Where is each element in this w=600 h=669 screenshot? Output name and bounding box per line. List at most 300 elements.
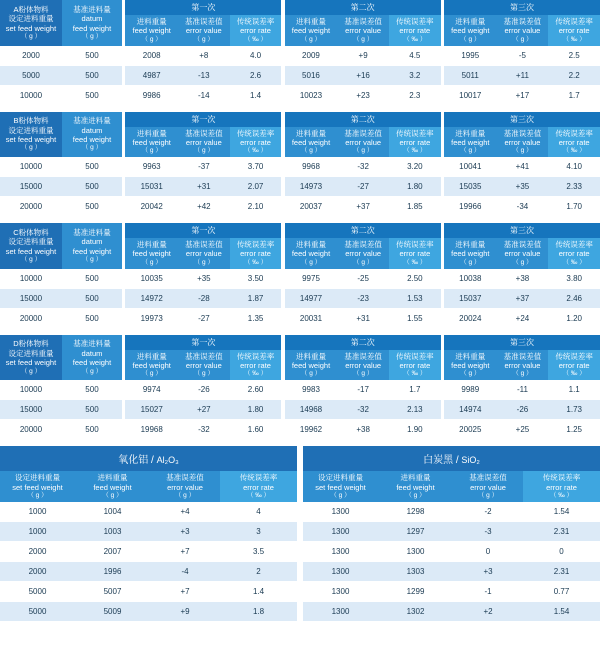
col-header-zh: 传统误差率 bbox=[396, 128, 434, 138]
col-header-zh: 进料重量 bbox=[296, 240, 326, 250]
cell-value: -11 bbox=[497, 380, 549, 400]
cell-value: 14977 bbox=[285, 288, 337, 308]
cell-value: -32 bbox=[337, 400, 389, 420]
material-title bbox=[303, 446, 600, 471]
table-row bbox=[0, 581, 297, 601]
cell-value: 14968 bbox=[285, 400, 337, 420]
corner-unit: （ g ） bbox=[20, 32, 42, 40]
cell-value: 3.2 bbox=[389, 65, 441, 85]
col-header-unit: （ g ） bbox=[300, 258, 322, 266]
corner-line3: set feed weight bbox=[5, 23, 57, 33]
col-header-unit: （ g ） bbox=[460, 370, 481, 378]
cell-value: 2.46 bbox=[548, 288, 600, 308]
col-header-unit: （ g ） bbox=[193, 370, 214, 378]
material-block-2 bbox=[303, 446, 600, 622]
material-col-header-zh: 传统误差率 bbox=[542, 473, 581, 483]
col-header-unit: （ g ） bbox=[353, 370, 374, 378]
datum-line3: feed weight bbox=[72, 246, 112, 256]
corner-line3: set feed weight bbox=[5, 135, 57, 145]
col-header-en: error value bbox=[345, 249, 382, 259]
cell-value: 20037 bbox=[285, 197, 337, 217]
corner-unit: （ g ） bbox=[20, 144, 42, 152]
group-header-3: 第三次 bbox=[444, 335, 600, 350]
col-header-unit: （ g ） bbox=[352, 35, 374, 43]
col-header-1-2 bbox=[178, 238, 230, 269]
col-header-3-2 bbox=[496, 15, 548, 46]
cell-value: 15037 bbox=[444, 288, 496, 308]
cell-value: 9974 bbox=[125, 380, 177, 400]
col-header-en: feed weight bbox=[132, 137, 171, 147]
col-header-1-3 bbox=[230, 127, 282, 158]
cell-value: 14974 bbox=[444, 400, 496, 420]
cell-datum-feed-weight: 500 bbox=[62, 400, 122, 420]
col-header-unit: （ g ） bbox=[193, 258, 214, 266]
cell-value: 2000 bbox=[0, 541, 75, 561]
cell-value: 3.20 bbox=[389, 157, 441, 177]
col-header-zh: 传统误差率 bbox=[236, 128, 275, 138]
group-header-2: 第二次 bbox=[285, 112, 441, 127]
material-col-header-unit: （ g ） bbox=[174, 491, 196, 499]
col-header-unit: （ ‰ ） bbox=[403, 258, 427, 266]
cell-value: 1004 bbox=[75, 502, 150, 522]
col-header-unit: （ g ） bbox=[512, 370, 533, 378]
col-header-zh: 基准误差值 bbox=[185, 128, 223, 138]
cell-set-feed-weight: 10000 bbox=[0, 157, 62, 177]
cell-value: 5011 bbox=[444, 65, 496, 85]
col-header-1-3 bbox=[230, 238, 282, 269]
col-header-en: error rate bbox=[399, 137, 431, 147]
material-col-header-en: error value bbox=[470, 482, 506, 492]
col-header-2-3 bbox=[389, 238, 441, 269]
col-header-en: error rate bbox=[240, 137, 271, 147]
cell-value: 2.50 bbox=[389, 269, 441, 289]
cell-value: -26 bbox=[178, 380, 230, 400]
col-header-unit: （ g ） bbox=[300, 35, 322, 43]
cell-value: 9986 bbox=[125, 85, 177, 105]
material-block-1 bbox=[0, 446, 297, 622]
cell-value: 1.25 bbox=[548, 420, 600, 440]
cell-value: 4.10 bbox=[548, 157, 600, 177]
col-header-zh: 进料重量 bbox=[295, 17, 326, 26]
material-col-header-unit: （ g ） bbox=[405, 491, 426, 499]
cell-value: 1300 bbox=[303, 561, 378, 581]
cell-value: +35 bbox=[178, 269, 230, 289]
col-header-zh: 基准误差值 bbox=[344, 128, 382, 138]
col-header-unit: （ g ） bbox=[193, 35, 214, 43]
cell-value: 1000 bbox=[0, 521, 75, 541]
col-header-en: feed weight bbox=[451, 26, 490, 36]
cell-value: 3 bbox=[220, 521, 297, 541]
col-header-zh: 进料重量 bbox=[136, 17, 167, 26]
group-header-1: 第一次 bbox=[125, 0, 281, 15]
material-col-header-2 bbox=[75, 471, 150, 502]
col-header-zh: 进料重量 bbox=[136, 240, 167, 250]
table-row bbox=[303, 561, 600, 581]
cell-value: +38 bbox=[337, 420, 389, 440]
col-header-2-1 bbox=[285, 350, 337, 381]
cell-value: +8 bbox=[178, 46, 230, 66]
cell-value: +7 bbox=[150, 541, 220, 561]
col-header-unit: （ g ） bbox=[141, 147, 162, 155]
datum-line1: 基准进料量 bbox=[73, 227, 111, 237]
cell-value: 1.7 bbox=[389, 380, 441, 400]
corner-unit: （ g ） bbox=[20, 256, 42, 264]
cell-value: 19968 bbox=[125, 420, 177, 440]
cell-set-feed-weight: 10000 bbox=[0, 269, 62, 289]
material-col-header-zh: 基准误差值 bbox=[166, 473, 204, 483]
col-header-unit: （ g ） bbox=[512, 147, 533, 155]
col-header-en: error value bbox=[345, 137, 382, 147]
cell-value: -27 bbox=[178, 308, 230, 328]
cell-value: 1300 bbox=[303, 541, 378, 561]
cell-value: 10023 bbox=[285, 85, 337, 105]
col-header-2-3 bbox=[389, 15, 441, 46]
cell-set-feed-weight: 20000 bbox=[0, 420, 62, 440]
cell-value: 0 bbox=[453, 541, 523, 561]
table-block-B bbox=[0, 112, 600, 218]
col-header-unit: （ g ） bbox=[141, 370, 162, 378]
col-header-en: error rate bbox=[399, 26, 431, 36]
col-header-zh: 传统误差率 bbox=[555, 128, 593, 138]
datum-line2: datum bbox=[81, 237, 103, 247]
table-block-C bbox=[0, 223, 600, 329]
cell-value: 19973 bbox=[125, 308, 177, 328]
cell-value: +35 bbox=[497, 177, 549, 197]
group-header-2: 第二次 bbox=[285, 223, 441, 238]
col-header-2-2 bbox=[337, 127, 389, 158]
col-header-zh: 基准误差值 bbox=[344, 17, 382, 26]
col-header-en: feed weight bbox=[291, 137, 331, 147]
col-header-zh: 传统误差率 bbox=[396, 351, 434, 361]
cell-value: 9975 bbox=[285, 269, 337, 289]
table-row bbox=[0, 541, 297, 561]
col-header-zh: 基准误差值 bbox=[344, 351, 382, 361]
cell-value: 5007 bbox=[75, 581, 150, 601]
cell-datum-feed-weight: 500 bbox=[62, 380, 122, 400]
material-title-zh: 氧化铝 bbox=[118, 455, 149, 467]
table-row bbox=[0, 157, 600, 177]
col-header-en: error value bbox=[345, 26, 382, 36]
col-header-1-3 bbox=[230, 350, 282, 381]
col-header-unit: （ ‰ ） bbox=[403, 35, 427, 43]
cell-value: +25 bbox=[497, 420, 549, 440]
corner-header-A bbox=[0, 0, 62, 46]
cell-value: 10041 bbox=[444, 157, 496, 177]
cell-value: 1300 bbox=[303, 581, 378, 601]
material-title-zh: 白炭黑 bbox=[423, 455, 454, 467]
material-col-header-zh: 设定进料重量 bbox=[15, 473, 60, 483]
cell-value: 1.54 bbox=[523, 502, 600, 522]
cell-value: 2.5 bbox=[548, 46, 600, 66]
col-header-en: error value bbox=[504, 249, 541, 259]
col-header-2-1 bbox=[285, 238, 337, 269]
table-row bbox=[303, 502, 600, 522]
col-header-en: feed weight bbox=[291, 249, 331, 259]
cell-value: 2008 bbox=[125, 46, 177, 66]
col-header-unit: （ g ） bbox=[353, 258, 374, 266]
table-row bbox=[0, 601, 297, 621]
cell-value: 2.60 bbox=[230, 380, 282, 400]
cell-value: -25 bbox=[337, 269, 389, 289]
col-header-zh: 传统误差率 bbox=[555, 351, 593, 361]
cell-datum-feed-weight: 500 bbox=[62, 65, 122, 85]
corner-header-C bbox=[0, 223, 62, 269]
datum-header-B bbox=[62, 112, 122, 158]
cell-value: +38 bbox=[497, 269, 549, 289]
material-col-header-en: feed weight bbox=[93, 482, 132, 492]
cell-value: 2.3 bbox=[389, 85, 441, 105]
col-header-en: error rate bbox=[240, 26, 271, 36]
cell-value: -5 bbox=[496, 46, 548, 66]
col-header-unit: （ g ） bbox=[460, 258, 481, 266]
material-col-header-unit: （ ‰ ） bbox=[246, 491, 271, 499]
cell-value: 14973 bbox=[285, 177, 337, 197]
material-col-header-en: feed weight bbox=[396, 482, 435, 492]
cell-value: +31 bbox=[178, 177, 230, 197]
col-header-en: feed weight bbox=[132, 26, 171, 36]
cell-value: +9 bbox=[337, 46, 389, 66]
corner-line2: 设定进料重量 bbox=[8, 125, 54, 135]
col-header-zh: 基准误差值 bbox=[503, 128, 542, 138]
cell-value: 19962 bbox=[285, 420, 337, 440]
datum-header-C bbox=[62, 223, 122, 269]
table-row bbox=[0, 380, 600, 400]
cell-datum-feed-weight: 500 bbox=[62, 269, 122, 289]
material-title-formula: Al₂O₃ bbox=[156, 455, 179, 466]
cell-value: 10038 bbox=[444, 269, 496, 289]
table-block-D bbox=[0, 335, 600, 441]
group-header-2: 第二次 bbox=[285, 0, 441, 15]
col-header-zh: 进料重量 bbox=[455, 351, 486, 361]
table-row bbox=[0, 85, 600, 105]
cell-value: +24 bbox=[497, 308, 549, 328]
corner-line2: 设定进料重量 bbox=[8, 237, 54, 247]
cell-value: +11 bbox=[496, 65, 548, 85]
corner-unit: （ g ） bbox=[20, 367, 42, 375]
data-table-A bbox=[0, 0, 600, 106]
corner-title: C粉体物料 bbox=[13, 227, 49, 237]
cell-value: 1.54 bbox=[523, 601, 600, 621]
material-col-header-3 bbox=[150, 471, 220, 502]
datum-unit: （ g ） bbox=[81, 256, 103, 264]
cell-value: -13 bbox=[178, 65, 230, 85]
cell-value: +37 bbox=[337, 197, 389, 217]
cell-set-feed-weight: 20000 bbox=[0, 197, 62, 217]
cell-value: 10017 bbox=[444, 85, 496, 105]
material-title-sep: / bbox=[453, 455, 462, 467]
table-row bbox=[0, 521, 297, 541]
cell-value: 20024 bbox=[444, 308, 496, 328]
cell-value: 15027 bbox=[125, 400, 177, 420]
material-col-header-en: set feed weight bbox=[12, 482, 63, 492]
col-header-en: error rate bbox=[558, 249, 590, 259]
cell-value: 2.13 bbox=[389, 400, 441, 420]
corner-line3: set feed weight bbox=[5, 358, 57, 368]
material-col-header-1 bbox=[303, 471, 378, 502]
datum-header-D bbox=[62, 335, 122, 381]
cell-value: 1300 bbox=[303, 521, 378, 541]
cell-datum-feed-weight: 500 bbox=[62, 420, 122, 440]
cell-datum-feed-weight: 500 bbox=[62, 308, 122, 328]
datum-unit: （ g ） bbox=[81, 144, 103, 152]
col-header-3-3 bbox=[548, 127, 600, 158]
col-header-3-3 bbox=[548, 350, 600, 381]
material-col-header-en: error value bbox=[167, 482, 203, 492]
cell-value: 1995 bbox=[444, 46, 496, 66]
cell-value: -17 bbox=[337, 380, 389, 400]
table-row bbox=[0, 308, 600, 328]
col-header-unit: （ g ） bbox=[353, 147, 374, 155]
corner-line2: 设定进料重量 bbox=[8, 14, 54, 24]
col-header-zh: 基准误差值 bbox=[344, 240, 382, 250]
col-header-zh: 进料重量 bbox=[296, 128, 326, 138]
cell-value: -32 bbox=[178, 420, 230, 440]
material-col-header-unit: （ g ） bbox=[330, 491, 351, 499]
table-row bbox=[0, 269, 600, 289]
datum-line3: feed weight bbox=[72, 23, 112, 33]
cell-value: 4987 bbox=[125, 65, 177, 85]
col-header-unit: （ ‰ ） bbox=[244, 147, 268, 155]
col-header-zh: 传统误差率 bbox=[236, 17, 275, 26]
cell-value: -3 bbox=[453, 521, 523, 541]
cell-value: 2000 bbox=[0, 561, 75, 581]
cell-value: 5016 bbox=[285, 65, 337, 85]
group-header-3: 第三次 bbox=[444, 112, 600, 127]
cell-value: 20042 bbox=[125, 197, 177, 217]
col-header-3-2 bbox=[497, 238, 549, 269]
cell-value: 1.73 bbox=[548, 400, 600, 420]
col-header-zh: 传统误差率 bbox=[396, 240, 434, 250]
material-col-header-zh: 进料重量 bbox=[400, 473, 431, 483]
cell-value: -27 bbox=[337, 177, 389, 197]
material-col-header-4 bbox=[220, 471, 297, 502]
cell-set-feed-weight: 15000 bbox=[0, 288, 62, 308]
col-header-3-3 bbox=[548, 15, 600, 46]
cell-value: 1.53 bbox=[389, 288, 441, 308]
cell-value: 1.85 bbox=[389, 197, 441, 217]
col-header-unit: （ g ） bbox=[300, 370, 322, 378]
material-col-header-1 bbox=[0, 471, 75, 502]
material-col-header-unit: （ ‰ ） bbox=[549, 491, 574, 499]
col-header-unit: （ g ） bbox=[512, 258, 533, 266]
cell-value: 1000 bbox=[0, 502, 75, 522]
col-header-unit: （ ‰ ） bbox=[562, 35, 586, 43]
material-title-formula: SiO₂ bbox=[461, 455, 480, 466]
table-row bbox=[0, 502, 297, 522]
col-header-2-2 bbox=[337, 238, 389, 269]
col-header-2-2 bbox=[337, 350, 389, 381]
cell-set-feed-weight: 5000 bbox=[0, 65, 62, 85]
col-header-zh: 基准误差值 bbox=[185, 240, 223, 250]
datum-line1: 基准进料量 bbox=[73, 116, 111, 126]
col-header-3-1 bbox=[444, 238, 496, 269]
col-header-zh: 进料重量 bbox=[455, 240, 486, 250]
cell-value: -2 bbox=[453, 502, 523, 522]
col-header-en: feed weight bbox=[291, 26, 331, 36]
table-block-A bbox=[0, 0, 600, 106]
col-header-3-1 bbox=[444, 15, 496, 46]
cell-value: 1297 bbox=[378, 521, 453, 541]
col-header-zh: 进料重量 bbox=[136, 128, 167, 138]
table-row bbox=[0, 288, 600, 308]
col-header-2-2 bbox=[337, 15, 389, 46]
material-col-header-zh: 传统误差率 bbox=[239, 473, 278, 483]
cell-value: 19966 bbox=[444, 197, 496, 217]
col-header-unit: （ ‰ ） bbox=[244, 370, 268, 378]
cell-set-feed-weight: 10000 bbox=[0, 85, 62, 105]
cell-value: 3.5 bbox=[220, 541, 297, 561]
cell-value: +23 bbox=[337, 85, 389, 105]
table-row bbox=[0, 177, 600, 197]
cell-value: 1303 bbox=[378, 561, 453, 581]
cell-value: -32 bbox=[337, 157, 389, 177]
col-header-en: feed weight bbox=[132, 361, 171, 371]
col-header-zh: 基准误差值 bbox=[185, 351, 223, 361]
material-title-sep: / bbox=[148, 455, 157, 467]
material-col-header-unit: （ g ） bbox=[477, 491, 499, 499]
material-col-header-zh: 设定进料重量 bbox=[318, 473, 363, 483]
col-header-1-1 bbox=[125, 350, 177, 381]
cell-value: 1.4 bbox=[230, 85, 282, 105]
group-header-2: 第二次 bbox=[285, 335, 441, 350]
cell-value: 1.87 bbox=[230, 288, 282, 308]
cell-value: +4 bbox=[150, 502, 220, 522]
cell-value: 1.80 bbox=[389, 177, 441, 197]
cell-value: 5000 bbox=[0, 601, 75, 621]
cell-datum-feed-weight: 500 bbox=[62, 46, 122, 66]
cell-value: -26 bbox=[497, 400, 549, 420]
col-header-unit: （ ‰ ） bbox=[244, 258, 268, 266]
group-header-3: 第三次 bbox=[444, 0, 600, 15]
table-row bbox=[303, 521, 600, 541]
col-header-en: error rate bbox=[558, 26, 590, 36]
table-row bbox=[0, 561, 297, 581]
cell-datum-feed-weight: 500 bbox=[62, 85, 122, 105]
corner-title: A粉体物料 bbox=[13, 4, 49, 14]
corner-header-B bbox=[0, 112, 62, 158]
col-header-zh: 基准误差值 bbox=[503, 17, 542, 26]
cell-value: 9968 bbox=[285, 157, 337, 177]
cell-value: 3.80 bbox=[548, 269, 600, 289]
cell-value: 1300 bbox=[303, 502, 378, 522]
table-row bbox=[0, 46, 600, 66]
cell-value: -37 bbox=[178, 157, 230, 177]
datum-header-A bbox=[62, 0, 122, 46]
corner-title: B粉体物料 bbox=[13, 116, 49, 126]
cell-value: 2007 bbox=[75, 541, 150, 561]
material-col-header-unit: （ g ） bbox=[27, 491, 48, 499]
col-header-1-2 bbox=[178, 15, 230, 46]
col-header-en: feed weight bbox=[451, 361, 490, 371]
cell-datum-feed-weight: 500 bbox=[62, 288, 122, 308]
col-header-unit: （ g ） bbox=[512, 35, 533, 43]
data-table-B bbox=[0, 112, 600, 218]
cell-value: 1298 bbox=[378, 502, 453, 522]
material-data-table bbox=[0, 471, 297, 622]
cell-value: 2009 bbox=[285, 46, 337, 66]
col-header-en: feed weight bbox=[451, 137, 490, 147]
cell-value: 2 bbox=[220, 561, 297, 581]
col-header-unit: （ g ） bbox=[300, 147, 322, 155]
corner-line3: set feed weight bbox=[5, 246, 57, 256]
cell-value: 3.70 bbox=[230, 157, 282, 177]
cell-value: +2 bbox=[453, 601, 523, 621]
col-header-unit: （ ‰ ） bbox=[562, 370, 586, 378]
material-col-header-unit: （ g ） bbox=[102, 491, 123, 499]
corner-title: D粉体物料 bbox=[13, 339, 49, 349]
col-header-unit: （ ‰ ） bbox=[403, 147, 427, 155]
cell-value: 9963 bbox=[125, 157, 177, 177]
